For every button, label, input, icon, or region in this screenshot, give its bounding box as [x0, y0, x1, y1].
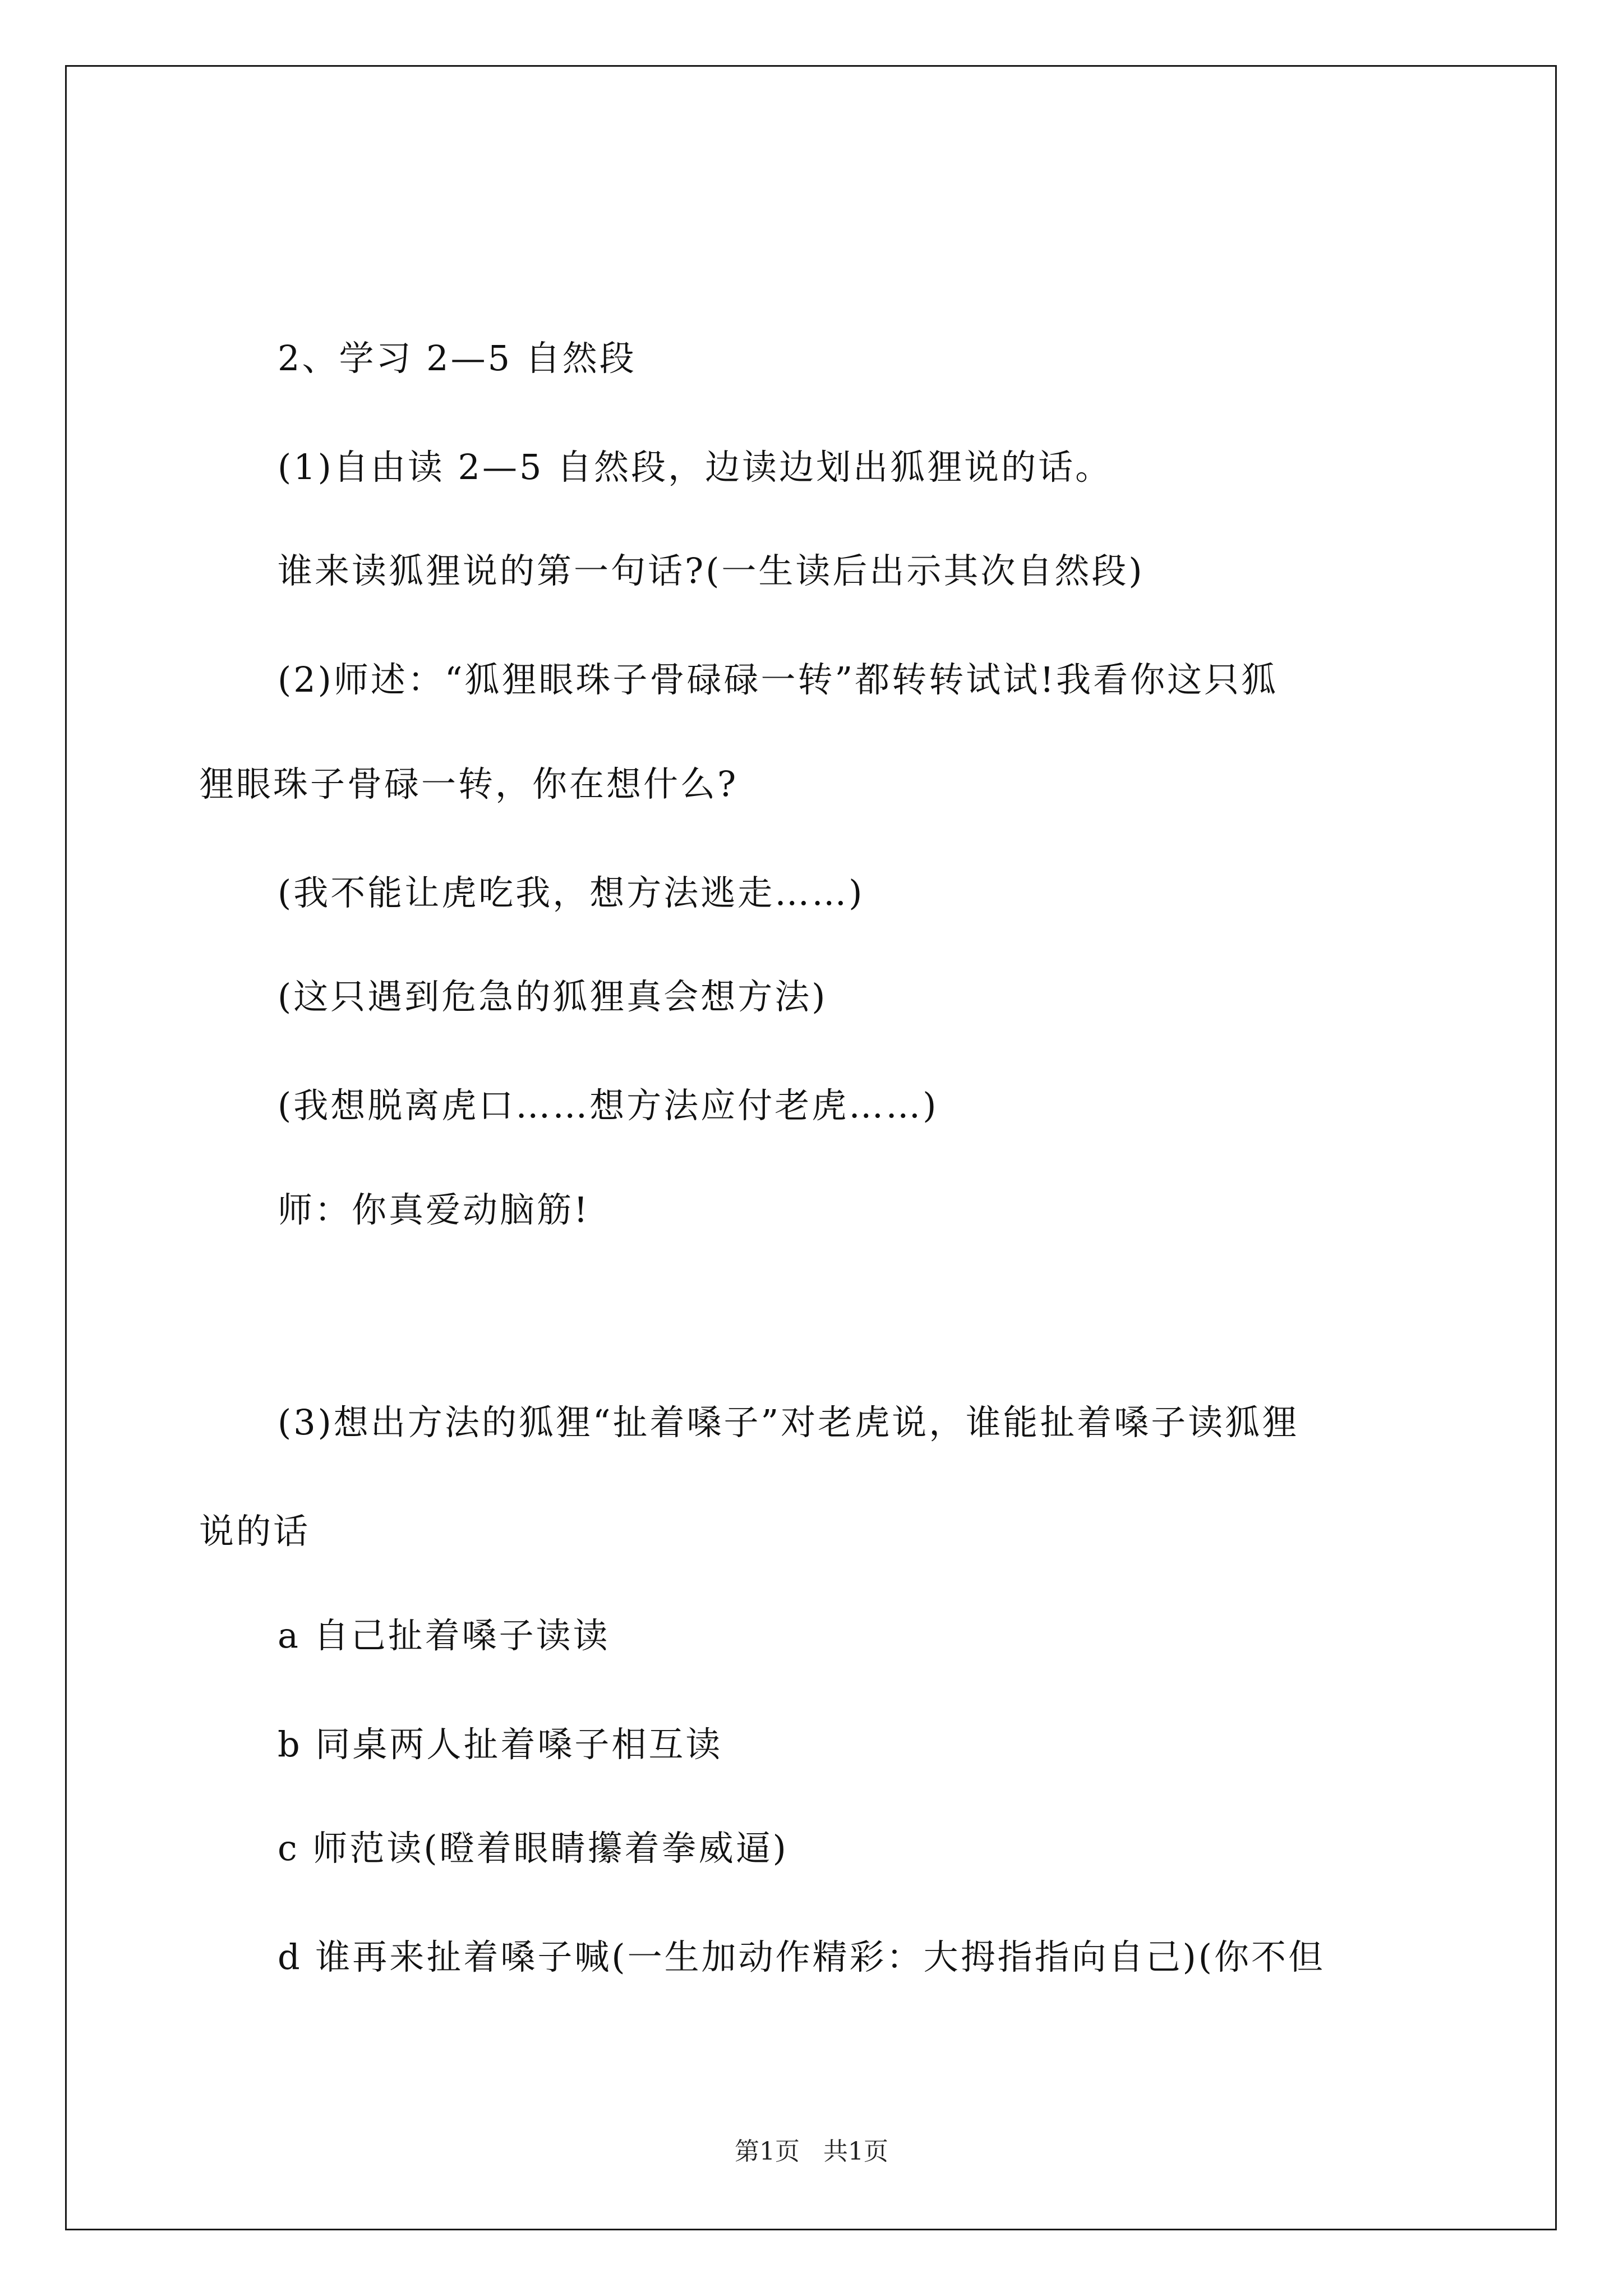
paragraph-line: (我想脱离虎口……想方法应付老虎……)	[278, 1085, 939, 1126]
list-item: a 自己扯着嗓子读读	[278, 1615, 610, 1656]
page-border	[65, 65, 1557, 2230]
paragraph-line: (这只遇到危急的狐狸真会想方法)	[278, 976, 828, 1017]
paragraph-line: (3)想出方法的狐狸“扯着嗓子”对老虎说，谁能扯着嗓子读狐狸	[278, 1402, 1299, 1443]
page-total: 共1页	[823, 2137, 888, 2166]
paragraph-line: 狸眼珠子骨碌一转，你在想什么?	[199, 763, 739, 804]
paragraph-line: 说的话	[199, 1511, 311, 1552]
paragraph-line: (我不能让虎吃我，想方法逃走……)	[278, 872, 865, 913]
list-item: b 同桌两人扯着嗓子相互读	[278, 1724, 723, 1765]
section-heading: 2、学习 2—5 自然段	[278, 338, 637, 379]
paragraph-line: (1)自由读 2—5 自然段，边读边划出狐狸说的话。	[278, 447, 1113, 487]
list-item: c 师范读(瞪着眼睛攥着拳威逼)	[278, 1828, 789, 1869]
paragraph-line: 师：你真爱动脑筋!	[278, 1189, 590, 1230]
paragraph-line: 谁来读狐狸说的第一句话?(一生读后出示其次自然段)	[278, 550, 1145, 591]
page-number: 第1页	[735, 2137, 800, 2166]
paragraph-line: (2)师述：“狐狸眼珠子骨碌碌一转”都转转试试!我看你这只狐	[278, 659, 1279, 700]
page-footer	[0, 2135, 1623, 2169]
list-item: d 谁再来扯着嗓子喊(一生加动作精彩：大拇指指向自己)(你不但	[278, 1936, 1325, 1977]
